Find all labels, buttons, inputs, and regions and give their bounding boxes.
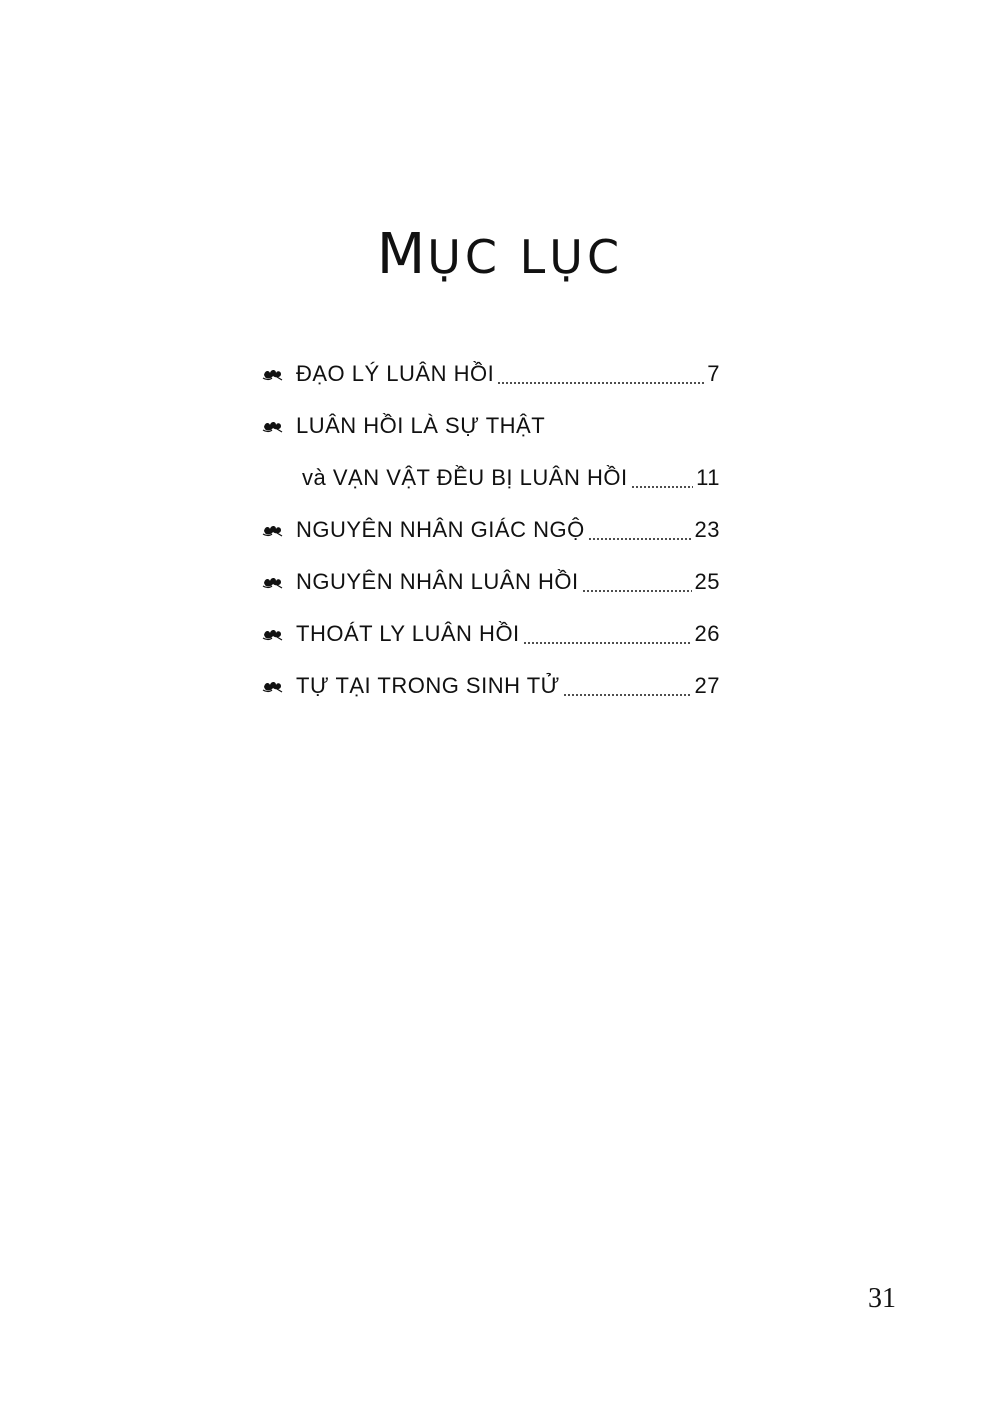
dot-leader — [523, 642, 692, 644]
floral-bullet-icon — [262, 366, 296, 382]
dot-leader — [588, 538, 692, 540]
dot-leader — [582, 590, 692, 592]
floral-bullet-icon — [262, 522, 296, 538]
dot-leader — [563, 694, 692, 696]
toc-entry-page: 11 — [696, 465, 720, 490]
toc-entry-page: 23 — [694, 517, 720, 542]
toc-entry[interactable] — [262, 556, 720, 608]
toc-entry[interactable] — [262, 348, 720, 400]
toc-entry-page: 25 — [694, 569, 720, 594]
floral-bullet-icon — [262, 626, 296, 642]
toc-entry-page: 26 — [694, 621, 720, 646]
toc-entry[interactable] — [262, 608, 720, 660]
floral-bullet-icon — [262, 678, 296, 694]
toc-entry-page: 27 — [694, 673, 720, 698]
page-title — [0, 222, 1000, 287]
toc-entry-title: TỰ TẠI TRONG SINH TỬ — [296, 673, 560, 698]
toc-entry[interactable] — [262, 452, 720, 504]
toc-entry-title: ĐẠO LÝ LUÂN HỒI — [296, 361, 495, 386]
toc-entry[interactable] — [262, 400, 720, 452]
toc-entry-title: THOÁT LY LUÂN HỒI — [296, 621, 520, 646]
toc-entry-page: 7 — [707, 361, 720, 386]
table-of-contents — [262, 348, 720, 712]
page-title-rest: ỤC LỤC — [427, 230, 624, 284]
dot-leader — [631, 486, 694, 488]
toc-entry-title: và VẠN VẬT ĐỀU BỊ LUÂN HỒI — [302, 465, 628, 490]
toc-entry-title: LUÂN HỒI LÀ SỰ THẬT — [296, 413, 546, 438]
page-title-initial: M — [376, 222, 428, 287]
toc-entry-title: NGUYÊN NHÂN GIÁC NGỘ — [296, 517, 585, 542]
floral-bullet-icon — [262, 418, 296, 434]
toc-entry[interactable] — [262, 660, 720, 712]
page-number: 31 — [868, 1283, 896, 1314]
toc-entry[interactable] — [262, 504, 720, 556]
dot-leader — [497, 382, 704, 384]
toc-entry-title: NGUYÊN NHÂN LUÂN HỒI — [296, 569, 579, 594]
floral-bullet-icon — [262, 574, 296, 590]
